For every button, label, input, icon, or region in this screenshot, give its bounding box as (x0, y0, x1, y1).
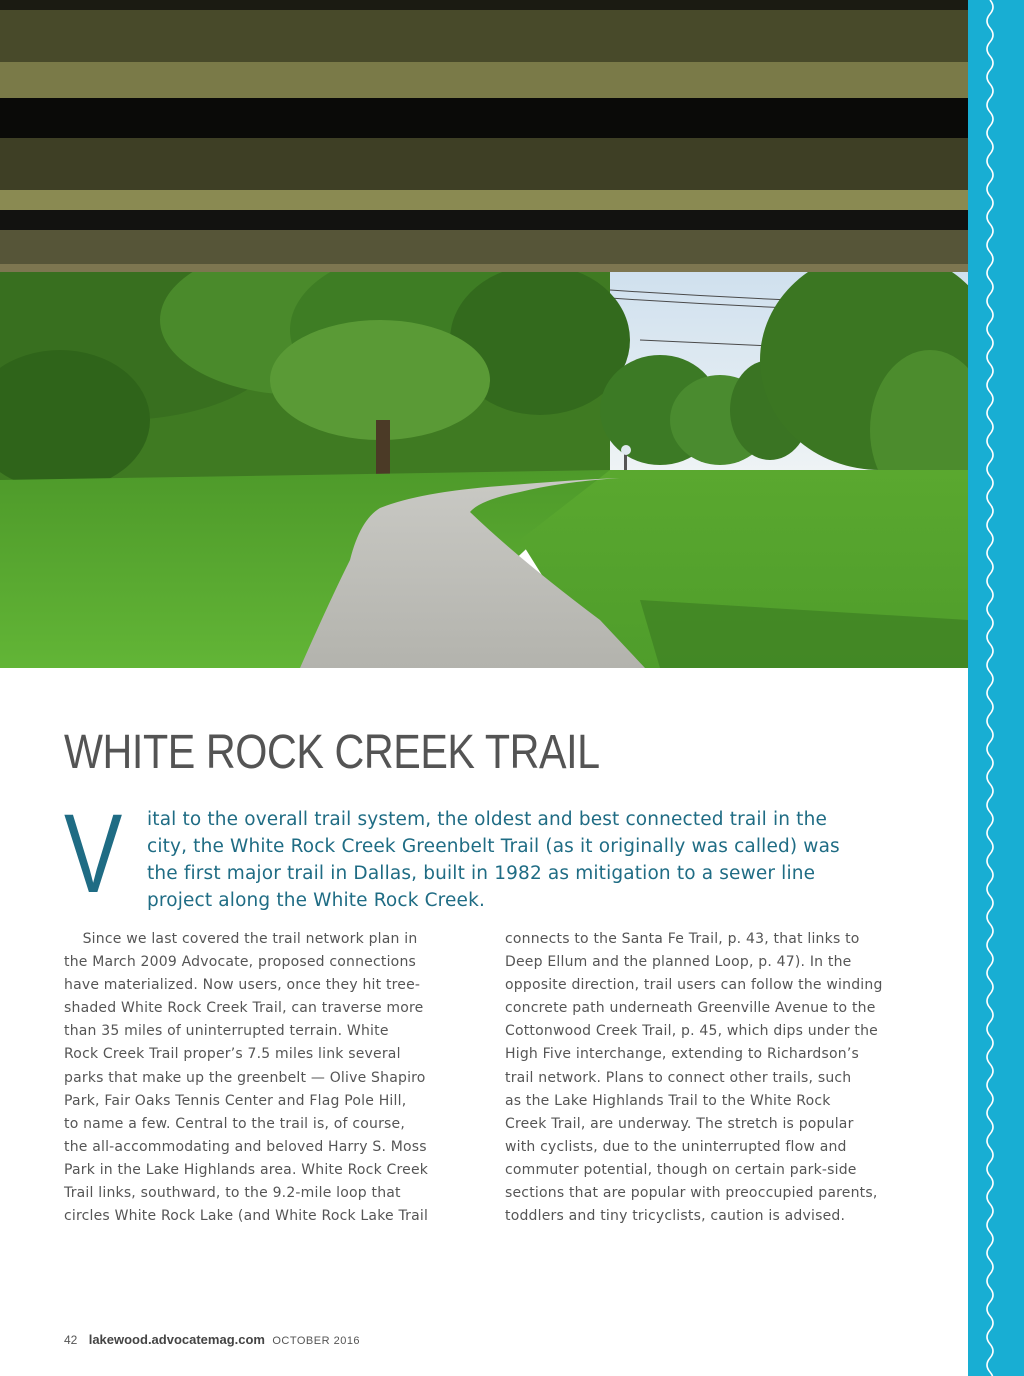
body-line: trail network. Plans to connect other trails, such (505, 1069, 852, 1086)
body-line: Creek Trail, are underway. The stretch is popular (505, 1115, 854, 1132)
body-line: opposite direction, trail users can follow the winding (505, 977, 883, 994)
hero-photo (0, 0, 968, 668)
deck-line: ital to the overall trail system, the oldest and best connected trail in the (147, 809, 827, 830)
issue-date: OCTOBER 2016 (272, 1335, 361, 1347)
deck-line: the first major trail in Dallas, built in 1982 as mitigation to a sewer line (147, 863, 816, 884)
site-url[interactable]: lakewood.advocatemag.com (88, 1332, 265, 1347)
article-deck (147, 806, 947, 914)
body-line: with cyclists, due to the uninterrupted flow and (505, 1138, 847, 1155)
wavy-stitch-decoration (968, 0, 1024, 1376)
page-footer (64, 1332, 360, 1347)
body-line: sections that are popular with preoccupied parents, (505, 1185, 878, 1202)
body-line: Park in the Lake Highlands area. White Rock Creek (64, 1161, 429, 1178)
body-line: Since we last covered the trail network plan in (64, 931, 418, 947)
body-line: parks that make up the greenbelt — Olive Shapiro (64, 1069, 426, 1086)
body-column-left (64, 928, 464, 1228)
body-line: have materialized. Now users, once they hit tree- (64, 977, 421, 994)
body-column-right (505, 928, 905, 1228)
page-number: 42 (64, 1333, 78, 1347)
body-line: than 35 miles of uninterrupted terrain. White (64, 1023, 389, 1040)
deck-line: project along the White Rock Creek. (147, 890, 485, 911)
body-line: as the Lake Highlands Trail to the White Rock (505, 1092, 831, 1109)
body-line: Deep Ellum and the planned Loop, p. 47). In the (505, 954, 852, 971)
body-line: toddlers and tiny tricyclists, caution is advised. (505, 1208, 846, 1225)
article-headline: WHITE ROCK CREEK TRAIL (64, 726, 600, 779)
body-line: Trail links, southward, to the 9.2-mile loop that (64, 1185, 401, 1202)
body-line: shaded White Rock Creek Trail, can traverse more (64, 1000, 424, 1017)
body-line: the all-accommodating and beloved Harry S. Moss (64, 1138, 427, 1155)
body-line: concrete path underneath Greenville Avenue to the (505, 1000, 876, 1017)
body-line: Rock Creek Trail proper’s 7.5 miles link several (64, 1046, 401, 1063)
trail-under-bridge-image (0, 0, 968, 668)
body-line: circles White Rock Lake (and White Rock Lake Trail (64, 1208, 429, 1225)
body-line: Park, Fair Oaks Tennis Center and Flag Pole Hill, (64, 1092, 407, 1109)
body-line: to name a few. Central to the trail is, of course, (64, 1115, 405, 1132)
body-line: connects to the Santa Fe Trail, p. 43, that links to (505, 931, 860, 947)
deck-line: city, the White Rock Creek Greenbelt Trail (as it originally was called) was (147, 836, 840, 857)
body-line: the March 2009 Advocate, proposed connections (64, 954, 417, 971)
body-line: High Five interchange, extending to Richardson’s (505, 1046, 859, 1063)
body-line: commuter potential, though on certain park-side (505, 1161, 857, 1178)
body-line: Cottonwood Creek Trail, p. 45, which dips under the (505, 1023, 878, 1040)
side-accent-strip (968, 0, 1024, 1376)
drop-cap: V (64, 791, 123, 916)
